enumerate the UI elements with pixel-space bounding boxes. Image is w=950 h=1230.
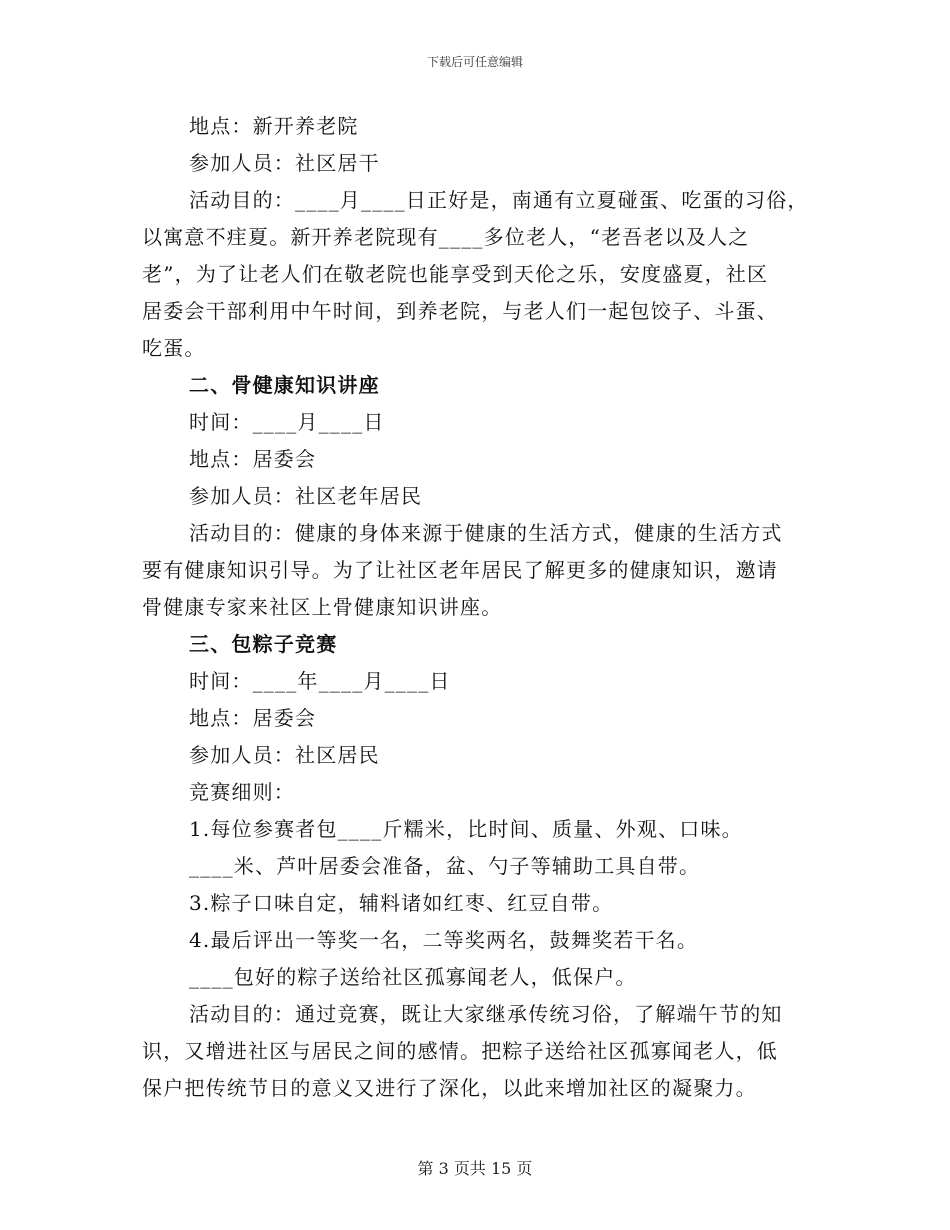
page-footer: 第 3 页共 15 页 <box>417 1159 533 1178</box>
text-line: 吃蛋。 <box>142 336 206 360</box>
text-line: ____包好的粽子送给社区孤寡闻老人，低保户。 <box>189 965 637 989</box>
text-line: 参加人员：社区老年居民 <box>189 484 423 508</box>
text-line: 活动目的：健康的身体来源于健康的生活方式，健康的生活方式 <box>189 521 783 545</box>
section-heading: 二、骨健康知识讲座 <box>189 373 380 397</box>
text-line: 地点：居委会 <box>189 706 317 730</box>
text-line: 3.粽子口味自定，辅料诸如红枣、红豆自带。 <box>189 891 614 915</box>
text-line: 地点：新开养老院 <box>189 114 359 138</box>
text-line: 老”，为了让老人们在敬老院也能享受到天伦之乐，安度盛夏，社区 <box>142 262 769 286</box>
text-line: 地点：居委会 <box>189 447 317 471</box>
text-line: 识，又增进社区与居民之间的感情。把粽子送给社区孤寡闻老人，低 <box>142 1039 778 1063</box>
section-heading: 三、包粽子竞赛 <box>189 632 338 656</box>
text-line: 参加人员：社区居干 <box>189 151 380 175</box>
text-line: 4.最后评出一等奖一名，二等奖两名，鼓舞奖若干名。 <box>189 928 699 952</box>
text-line: 参加人员：社区居民 <box>189 743 380 767</box>
document-body <box>142 108 812 1107</box>
text-line: 活动目的：通过竞赛，既让大家继承传统习俗，了解端午节的知 <box>189 1002 783 1026</box>
text-line: 竞赛细则： <box>189 780 295 804</box>
text-line: 要有健康知识引导。为了让社区老年居民了解更多的健康知识，邀请 <box>142 558 778 582</box>
page-header-note: 下载后可任意编辑 <box>426 55 523 69</box>
text-line: 时间：____年____月____日 <box>189 669 451 693</box>
text-line: 保户把传统节日的意义又进行了深化，以此来增加社区的凝聚力。 <box>142 1076 757 1100</box>
text-line: 时间：____月____日 <box>189 410 385 434</box>
text-line: 居委会干部利用中午时间，到养老院，与老人们一起包饺子、斗蛋、 <box>142 299 778 323</box>
text-line: 以寓意不疰夏。新开养老院现有____多位老人，“老吾老以及人之 <box>142 225 750 249</box>
text-line: 活动目的：____月____日正好是，南通有立夏碰蛋、吃蛋的习俗， <box>189 188 809 212</box>
text-line: 1.每位参赛者包____斤糯米，比时间、质量、外观、口味。 <box>189 817 743 841</box>
text-line: 骨健康专家来社区上骨健康知识讲座。 <box>142 595 503 619</box>
text-line: ____米、芦叶居委会准备，盆、勺子等辅助工具自带。 <box>189 854 701 878</box>
